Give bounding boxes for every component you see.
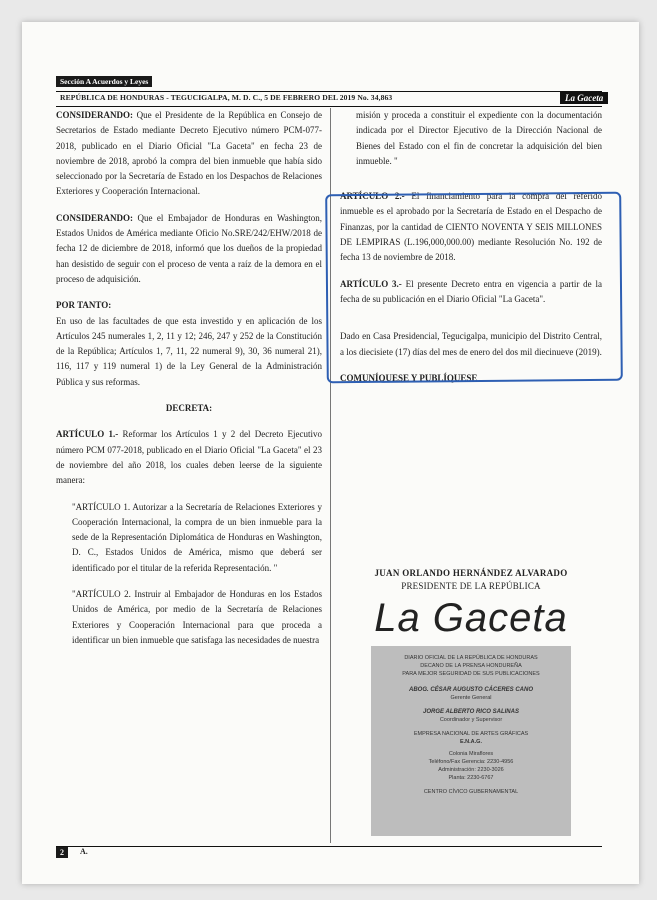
info-line: E.N.A.G.: [459, 739, 482, 745]
info-coordinator-name: JORGE ALBERTO RICO SALINAS: [423, 709, 519, 715]
dado-en: Dado en Casa Presidencial, Tegucigalpa, municipio del Distrito Central, a los diecisiete (17) días del mes de enero del dos mil diecinueve (2019).: [340, 331, 602, 357]
considerando-1-text: Que el Presidente de la República en Consejo de Secretarios de Estado mediante Decreto Ejecutivo número PCM-077-2018, publicado en el Diario Oficial "La Gaceta" en fecha 23 de noviembre de 2018, aprobó la compra del bien inmueble que había sido seleccionado por la Secretaría de Estado en los Despachos de Relaciones Exteriores y Cooperación Internacional.: [56, 110, 322, 197]
por-tanto-text: En uso de las facultades de que esta investido y en aplicación de los Artículos 245 numerales 1, 2, 11 y 12; 246, 247 y 252 de la Constitución de la República; Artículos 1, 7, 11, 22 numeral 9), 30, 36 numeral 21), 116, 117 y 119 numeral 1) de la Ley General de la Administración Pública y sus reformas.: [56, 315, 322, 387]
info-line: EMPRESA NACIONAL DE ARTES GRÁFICAS: [413, 731, 529, 737]
left-column: [56, 108, 322, 659]
continuation-text: misión y proceda a constituir el expediente con la documentación indicada por el Director Ejecutivo de la Dirección Nacional de Bienes del Estado con el fin de concretar la adquisición del bien inmueble. ": [356, 110, 602, 166]
annotation-box: [325, 192, 623, 384]
footer-rule: [56, 846, 602, 847]
quote-articulo-2: "ARTÍCULO 2. Instruir al Embajador de Honduras en los Estados Unidos de América, por medio de la Secretaría de Relaciones Exteriores y Cooperación Internacional para que proceda a identificar un bien inmueble que satisfaga las necesidades de nuestra: [72, 589, 322, 645]
considerando-2-text: Que el Embajador de Honduras en Washington, Estados Unidos de América mediante Oficio No.SRE/242/EHW/2018 de fecha 12 de diciembre de 2018, informó que los dueños de la propiedad han desistido de seguir con el proceso de venta a raíz de la demora en el proceso de adquisición.: [56, 212, 322, 284]
articulo-2-text: El financiamiento para la compra del referido inmueble es el aprobado por la Secretaría de Estado en el Despacho de Finanzas, por la cantidad de CIENTO NOVENTA Y SEIS MILLONES DE LEMPIRAS (L.196,000,000.00) mediante Resolución No. 192 de fecha 13 de noviembre de 2018.: [340, 191, 603, 263]
articulo-2-heading: ARTÍCULO 2.-: [340, 191, 405, 202]
info-line: PARA MEJOR SEGURIDAD DE SUS PUBLICACIONES: [402, 671, 540, 677]
info-line: Administración: 2230-3026: [438, 767, 504, 773]
considerando-1-heading: CONSIDERANDO:: [56, 110, 134, 120]
articulo-1-text: Reformar los Artículos 1 y 2 del Decreto Ejecutivo número PCM 077-2018, publicado en el Diario Oficial "La Gaceta" el 23 de noviembre del año 2018, los cuales deben leerse de la siguiente manera:: [56, 429, 323, 486]
publisher-info-box: [371, 646, 571, 836]
info-line: Coordinador y Supervisor: [439, 717, 503, 723]
info-line: DECANO DE LA PRENSA HONDUREÑA: [420, 663, 522, 669]
articulo-3-text: El presente Decreto entra en vigencia a partir de la fecha de su publicación en el Diario Oficial "La Gaceta".: [340, 278, 603, 304]
info-line: Planta: 2230-6767: [448, 775, 494, 781]
info-line: DIARIO OFICIAL DE LA REPÚBLICA DE HONDURAS: [404, 655, 538, 661]
decreta-heading: DECRETA:: [165, 403, 213, 414]
considerando-2: [56, 211, 322, 287]
signer-title: PRESIDENTE DE LA REPÚBLICA: [401, 581, 541, 591]
articulo-1-heading: ARTÍCULO 1.-: [56, 429, 119, 440]
info-manager-name: ABOG. CÉSAR AUGUSTO CÁCERES CANO: [408, 687, 533, 693]
info-line: Gerente General: [450, 695, 492, 701]
quote-articulo-1: "ARTÍCULO 1. Autorizar a la Secretaría de Relaciones Exteriores y Cooperación Internacional, la compra de un bien inmueble para la sede de la Representación Diplomática de Honduras en Washington, D. C., Estados Unidos de América, mismo que deberá ser identificado por el titular de la referida Representación. ": [72, 501, 322, 573]
footer-section: A.: [80, 847, 88, 856]
comuniquese: COMUNÍQUESE Y PUBLÍQUESE: [340, 372, 478, 383]
considerando-1: [56, 108, 322, 200]
info-line: Teléfono/Fax Gerencia: 2230-4956: [428, 759, 514, 765]
articulo-3-heading: ARTÍCULO 3.-: [340, 278, 402, 289]
considerando-2-heading: CONSIDERANDO:: [56, 212, 134, 223]
header-title: REPÚBLICA DE HONDURAS - TEGUCIGALPA, M. D. C., 5 DE FEBRERO DEL 2019 No. 34,863: [60, 93, 393, 102]
section-tag: Sección A Acuerdos y Leyes: [56, 76, 152, 87]
gaceta-logo: La Gaceta: [374, 596, 568, 640]
signer-name: JUAN ORLANDO HERNÁNDEZ ALVARADO: [374, 568, 568, 578]
por-tanto-heading: POR TANTO:: [56, 300, 112, 311]
page-number: 2: [56, 847, 68, 858]
info-line: CENTRO CÍVICO GUBERNAMENTAL: [423, 789, 519, 795]
info-line: Colonia Miraflores: [448, 751, 494, 757]
articulo-1: [56, 427, 322, 488]
header-logo: La Gaceta: [560, 92, 608, 104]
